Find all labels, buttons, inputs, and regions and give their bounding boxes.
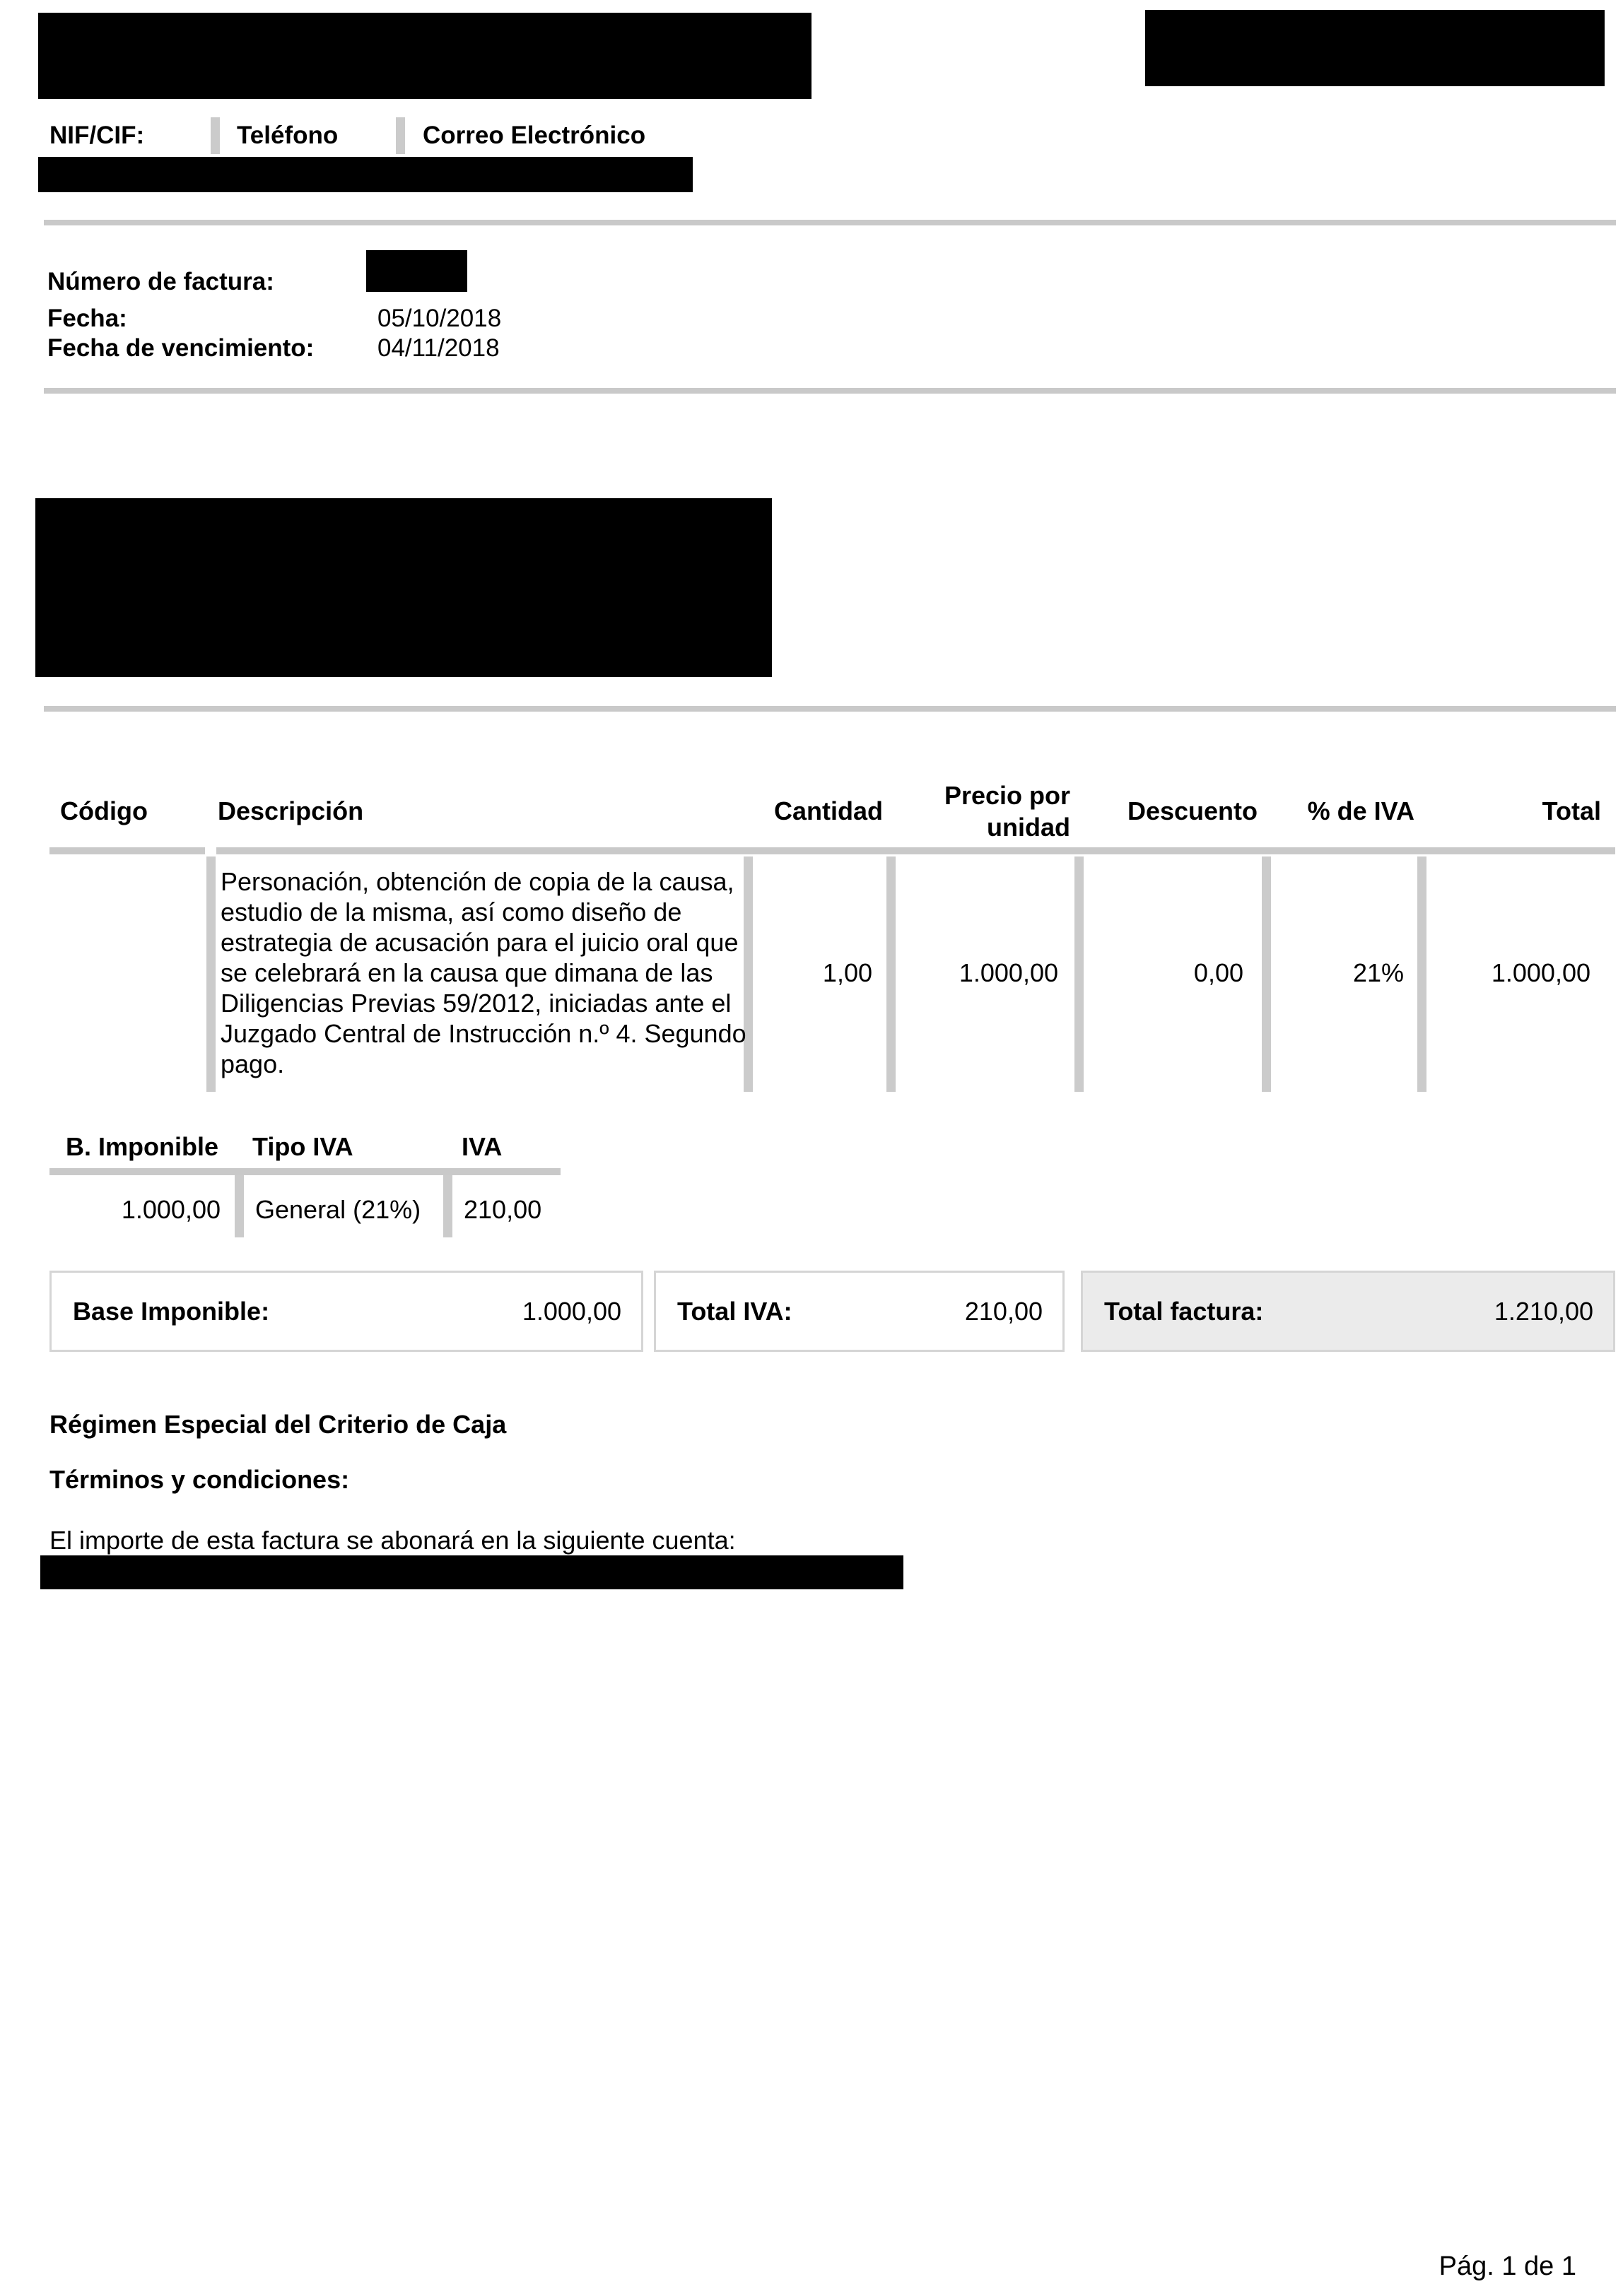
client-info-redaction — [35, 498, 772, 677]
tax-value-tipo: General (21%) — [255, 1195, 421, 1224]
section-divider — [44, 220, 1616, 225]
row-cell-total: 1.000,00 — [1491, 958, 1590, 987]
col-header-codigo: Código — [60, 796, 148, 825]
invoice-number-redaction — [366, 250, 467, 292]
due-date-value: 04/11/2018 — [377, 334, 500, 362]
total-iva-label: Total IVA: — [677, 1296, 792, 1326]
base-imponible-label: Base Imponible: — [73, 1296, 270, 1326]
email-label: Correo Electrónico — [423, 122, 646, 149]
invoice-title-redaction — [1145, 10, 1605, 86]
contact-values-redaction — [38, 157, 693, 192]
base-imponible-box — [49, 1271, 643, 1352]
table-header-underline — [49, 847, 205, 854]
terms-title: Términos y condiciones: — [49, 1465, 350, 1494]
row-column-separator — [206, 856, 216, 1092]
col-header-descripcion: Descripción — [218, 796, 364, 825]
row-column-separator — [1417, 856, 1426, 1092]
invoice-number-label: Número de factura: — [47, 268, 274, 295]
row-cell-precio: 1.000,00 — [959, 958, 1058, 987]
row-column-separator — [886, 856, 896, 1092]
col-header-precio-unidad: Precio por unidad — [944, 781, 1070, 842]
date-value: 05/10/2018 — [377, 305, 502, 332]
row-cell-cantidad: 1,00 — [822, 958, 872, 987]
col-header-total: Total — [1542, 796, 1601, 825]
tax-header-iva: IVA — [462, 1132, 503, 1161]
tax-column-separator — [443, 1175, 452, 1237]
row-column-separator — [1074, 856, 1084, 1092]
tax-column-separator — [235, 1175, 244, 1237]
tax-header-base: B. Imponible — [66, 1132, 218, 1161]
total-factura-value: 1.210,00 — [1494, 1296, 1593, 1326]
section-divider — [44, 388, 1616, 394]
base-imponible-value: 1.000,00 — [522, 1296, 621, 1326]
date-label: Fecha: — [47, 305, 127, 332]
contact-separator — [211, 117, 220, 154]
total-iva-value: 210,00 — [964, 1296, 1043, 1326]
table-header-underline — [216, 847, 1615, 854]
tax-value-base: 1.000,00 — [121, 1195, 221, 1224]
section-divider — [44, 706, 1616, 712]
regimen-note: Régimen Especial del Criterio de Caja — [49, 1410, 507, 1439]
row-cell-iva: 21% — [1352, 958, 1404, 987]
phone-label: Teléfono — [237, 122, 339, 149]
total-factura-label: Total factura: — [1104, 1296, 1264, 1326]
tax-header-tipo: Tipo IVA — [252, 1132, 353, 1161]
col-header-descuento: Descuento — [1127, 796, 1258, 825]
tax-value-iva: 210,00 — [464, 1195, 542, 1224]
nif-cif-label: NIF/CIF: — [49, 122, 145, 149]
page-indicator: Pág. 1 de 1 — [1439, 2251, 1576, 2281]
row-cell-descripcion: Personación, obtención de copia de la causa, estudio de la misma, así como diseño de estrategia de acusación para el juicio oral que se celebrará en la causa que dimana de las Diligencias Previas 59/2012, iniciadas ante el Juzgado Central de Instrucción n.º 4. Segundo pago. — [221, 867, 746, 1078]
col-header-cantidad: Cantidad — [773, 796, 883, 825]
payment-intro: El importe de esta factura se abonará en la siguiente cuenta: — [49, 1526, 736, 1555]
bank-account-redaction — [40, 1555, 903, 1589]
tax-table-underline — [49, 1168, 561, 1175]
total-factura-box — [1081, 1271, 1615, 1352]
row-cell-descuento: 0,00 — [1193, 958, 1243, 987]
row-column-separator — [1262, 856, 1271, 1092]
col-header-iva: % de IVA — [1307, 796, 1414, 825]
contact-separator — [396, 117, 405, 154]
total-iva-box — [654, 1271, 1065, 1352]
due-date-label: Fecha de vencimiento: — [47, 334, 315, 362]
company-name-redaction — [38, 13, 812, 99]
